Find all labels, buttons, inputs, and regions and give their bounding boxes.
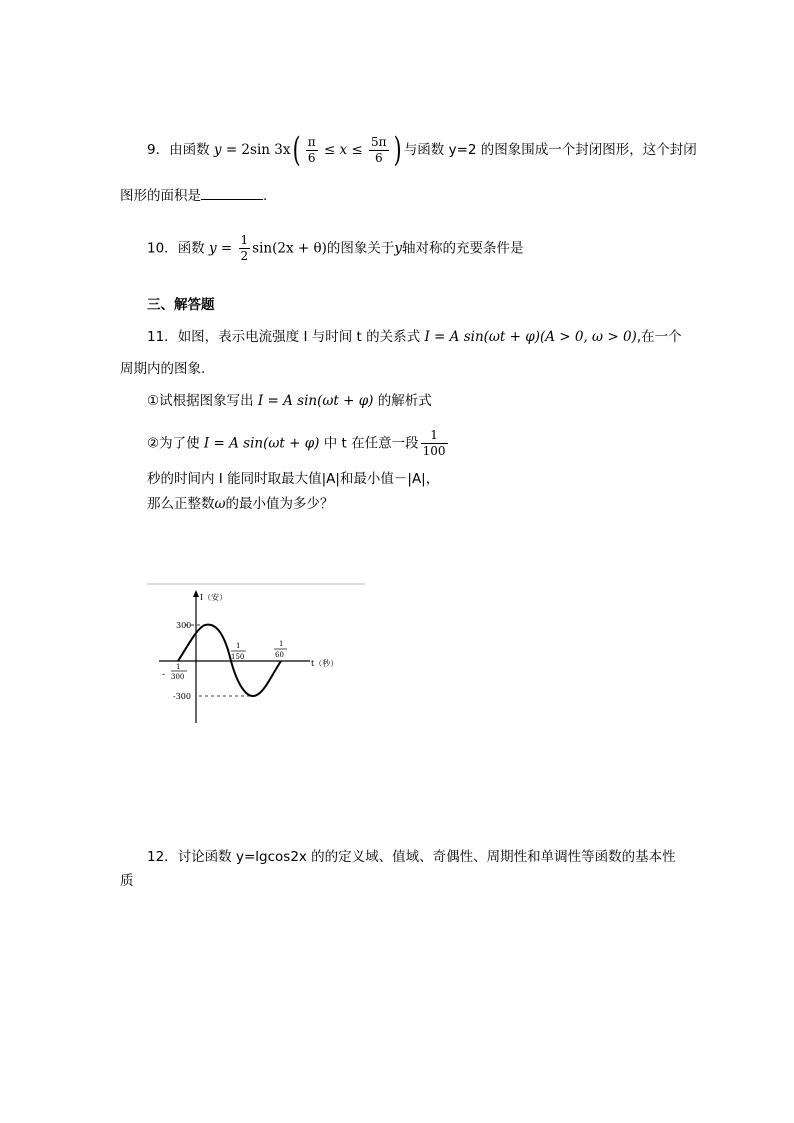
x-mid-num: 1 xyxy=(236,642,241,650)
q12-number: 12． xyxy=(147,849,178,865)
q11-part1-text1: 试根据图象写出 xyxy=(159,393,254,409)
q9-answer-blank[interactable] xyxy=(201,185,263,200)
x-end-den: 60 xyxy=(275,651,284,659)
q11-part1-formula: I = A sin(ωt + φ) xyxy=(257,393,374,409)
q10-eq: = xyxy=(216,240,237,257)
y-axis-label: I（安） xyxy=(200,593,228,602)
q11-part2-line3-text1: 那么正整数 xyxy=(147,496,215,512)
y-max-label: 300 xyxy=(176,621,192,630)
q11-part1-text2: 的解析式 xyxy=(377,393,432,409)
q9-frac1: $\frac{\pi}{6}$ xyxy=(307,134,316,165)
q11-part2-formula: I = A sin(ωt + φ) xyxy=(203,435,320,452)
q10-text1: 函数 xyxy=(177,240,205,257)
q11-part2-frac: $\frac{1}{100}$ xyxy=(422,428,446,458)
q9-line1 xyxy=(147,130,697,170)
x-neg-num: 1 xyxy=(176,663,181,671)
q11-part2-line3-text2: 的最小值为多少？ xyxy=(225,496,334,512)
q9-line2-text: 图形的面积是 xyxy=(120,188,201,204)
current-graph xyxy=(145,578,370,728)
q9-y: y xyxy=(213,142,222,158)
q10-line xyxy=(147,233,524,264)
q12-line2: 质 xyxy=(120,873,134,889)
q9-end: . xyxy=(263,188,268,204)
q10-number: 10． xyxy=(147,240,178,257)
q12-line1 xyxy=(147,847,676,867)
q10-text2: 的图象关于 xyxy=(326,240,395,257)
q10-axis: y xyxy=(394,240,403,257)
q10-y: y xyxy=(208,240,217,257)
q11-text2: ,在一个 xyxy=(636,329,682,345)
q11-part1-mark: ① xyxy=(147,393,160,409)
q11-formula: I = A sin(ωt + φ)(A > 0, ω > 0) xyxy=(424,329,637,345)
q11-number: 11． xyxy=(147,329,178,345)
q9-line2 xyxy=(120,185,267,206)
q9-frac2: $\frac{5\pi}{6}$ xyxy=(371,134,387,165)
q11-line2: 周期内的图象. xyxy=(120,361,206,377)
q10-frac: $\frac{1}{2}$ xyxy=(240,233,249,263)
q11-part1 xyxy=(147,391,432,411)
q11-part2-omega: ω xyxy=(214,496,226,512)
q11-part2-text2: 中 t 在任意一段 xyxy=(323,435,419,452)
q9-eq-rhs: = 2sin 3x xyxy=(221,142,291,158)
q11-part2 xyxy=(147,428,450,459)
x-mid-den: 150 xyxy=(231,653,245,661)
q9-paren-right: ) xyxy=(393,130,402,170)
y-min-label: -300 xyxy=(173,692,191,701)
q11-part2-text1: 为了使 xyxy=(159,435,200,452)
q9-number: 9． xyxy=(147,142,170,158)
q9-text1: 由函数 xyxy=(169,142,210,158)
q11-line1 xyxy=(147,327,682,347)
q11-part2-mark: ② xyxy=(147,435,160,452)
q11-part2-line2: 秒的时间内 I 能同时取最大值|A|和最小值－|A|， xyxy=(147,471,440,487)
q10-text3: 轴对称的充要条件是 xyxy=(402,240,524,257)
q9-text2: 与函数 y=2 的图象围成一个封闭图形，这个封闭 xyxy=(403,142,697,158)
q9-ineq: ≤ x ≤ xyxy=(319,142,368,158)
x-end-num: 1 xyxy=(279,640,284,648)
sine-curve xyxy=(178,625,284,696)
section-heading: 三、解答题 xyxy=(147,297,215,313)
x-neg-den: 300 xyxy=(171,673,185,681)
x-neg-minus: - xyxy=(162,670,166,680)
x-axis-label: t（秒） xyxy=(311,659,339,668)
q12-text1: 讨论函数 y=lgcos2x 的的定义域、值域、奇偶性、周期性和单调性等函数的基本性 xyxy=(177,849,676,865)
q10-expr: sin(2x + θ) xyxy=(252,240,327,257)
y-axis-arrow xyxy=(193,590,199,597)
q9-paren-left: ( xyxy=(293,130,302,170)
q11-part2-line3 xyxy=(147,494,334,514)
q11-text1: 如图，表示电流强度 I 与时间 t 的关系式 xyxy=(177,329,421,345)
